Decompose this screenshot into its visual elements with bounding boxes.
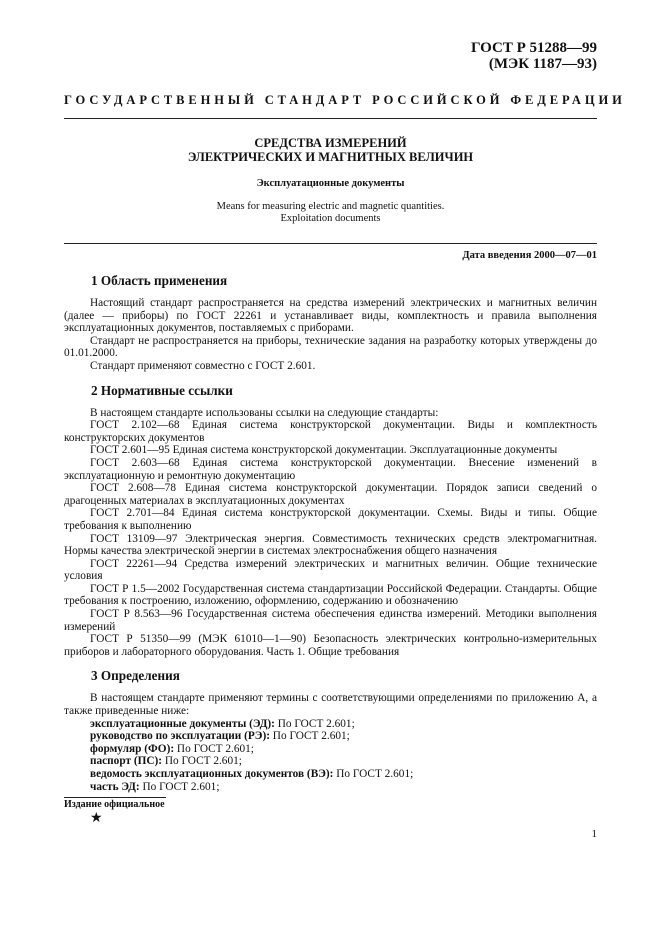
definition-term: руководство по эксплуатации (РЭ): <box>90 730 270 743</box>
section-2-heading: 2 Нормативные ссылки <box>91 382 233 398</box>
reference-item: ГОСТ 2.608—78 Единая система конструкторской документации. Порядок записи сведений о драгоценных материалах в эксплуатационных документах <box>64 482 597 507</box>
reference-item: ГОСТ 22261—94 Средства измерений электрических и магнитных величин. Общие технические условия <box>64 557 597 583</box>
definition-item <box>64 755 597 768</box>
top-divider <box>64 118 597 119</box>
reference-item: ГОСТ 2.701—84 Единая система конструкторской документации. Схемы. Виды и типы. Общие требования к выполнению <box>64 507 597 532</box>
section-3-heading: 3 Определения <box>91 668 180 684</box>
definition-text: По ГОСТ 2.601; <box>269 730 350 743</box>
definition-term: часть ЭД: <box>90 780 140 793</box>
reference-item: ГОСТ Р 8.563—96 Государственная система обеспечения единства измерений. Методики выполнения измерений <box>64 608 597 633</box>
definition-term: паспорт (ПС): <box>90 755 163 768</box>
definition-text: По ГОСТ 2.601; <box>333 768 414 780</box>
definition-text: По ГОСТ 2.601; <box>139 780 220 793</box>
document-subtitle: Эксплуатационные документы <box>256 178 405 189</box>
section-1-paragraph: Стандарт применяют совместно с ГОСТ 2.601. <box>90 359 316 372</box>
definition-item <box>64 781 597 794</box>
page-number: 1 <box>591 828 597 840</box>
state-standard-banner: ГОСУДАРСТВЕННЫЙ СТАНДАРТ РОССИЙСКОЙ ФЕДЕРАЦИИ <box>64 93 626 107</box>
title-line-1: СРЕДСТВА ИЗМЕРЕНИЙ <box>254 136 407 150</box>
star-icon: ★ <box>90 811 103 826</box>
definition-text: По ГОСТ 2.601; <box>274 717 355 730</box>
section-1-heading: 1 Область применения <box>91 273 228 288</box>
standard-code: ГОСТ Р 51288—99 <box>470 40 597 56</box>
reference-item: ГОСТ Р 51350—99 (МЭК 61010—1—90) Безопасность электрических контрольно-измерительных приборов и лабораторного оборудования. Часть 1. Общие требования <box>64 633 597 658</box>
definition-text: По ГОСТ 2.601; <box>174 742 254 755</box>
definition-item <box>64 718 597 731</box>
definitions-list <box>64 718 597 794</box>
section-3-intro: В настоящем стандарте применяют термины с соответствующими определениями по приложению А, а также приведенные ниже: <box>64 692 597 718</box>
document-title <box>64 136 597 164</box>
definition-item <box>64 768 597 781</box>
english-title-line-1: Means for measuring electric and magnetic quantities. <box>216 201 445 212</box>
definition-term: ведомость эксплуатационных документов (ВЭ): <box>90 768 334 780</box>
reference-item: ГОСТ 13109—97 Электрическая энергия. Совместимость технических средств электромагнитная. Нормы качества электрической энергии в системах электроснабжения общего назначения <box>64 532 597 558</box>
section-1-paragraph: Стандарт не распространяется на приборы, технические задания на разработку которых утверждены до 01.01.2000. <box>64 334 597 360</box>
definition-term: формуляр (ФО): <box>90 742 175 755</box>
title-line-2: ЭЛЕКТРИЧЕСКИХ И МАГНИТНЫХ ВЕЛИЧИН <box>187 150 474 164</box>
document-body <box>64 268 597 793</box>
definition-item <box>64 730 597 743</box>
reference-item: ГОСТ 2.603—68 Единая система конструкторской документации. Внесение изменений в эксплуатационную и ремонтную документацию <box>64 456 597 482</box>
reference-item: ГОСТ 2.601—95 Единая система конструкторской документации. Эксплуатационные документы <box>90 444 558 457</box>
section-1-paragraph: Настоящий стандарт распространяется на средства измерений электрических и магнитных величин (далее — приборы) по ГОСТ 22261 и устанавливает виды, комплектность и правила выполнения эксплуатационных документов, поставляемых с приборами. <box>64 297 597 335</box>
standard-designation <box>471 40 597 72</box>
reference-item: ГОСТ 2.102—68 Единая система конструкторской документации. Виды и комплектность конструкторских документов <box>64 419 597 444</box>
official-edition-label: Издание официальное <box>64 799 165 810</box>
english-title-line-2: Exploitation documents <box>280 213 381 224</box>
definition-item <box>64 743 597 756</box>
definition-text: По ГОСТ 2.601; <box>162 755 242 768</box>
reference-item: В настоящем стандарте использованы ссылки на следующие стандарты: <box>90 406 439 419</box>
reference-item: ГОСТ Р 1.5—2002 Государственная система стандартизации Российской Федерации. Стандарты. Общие требования к построению, изложению, оформлению, содержанию и обозначению <box>64 582 597 608</box>
definition-term: эксплуатационные документы (ЭД): <box>90 717 275 730</box>
introduction-date: Дата введения 2000—07—01 <box>462 250 597 261</box>
iec-code: (МЭК 1187—93) <box>488 56 597 72</box>
title-divider <box>64 243 597 244</box>
english-title <box>64 201 597 225</box>
footer-divider <box>64 797 166 798</box>
